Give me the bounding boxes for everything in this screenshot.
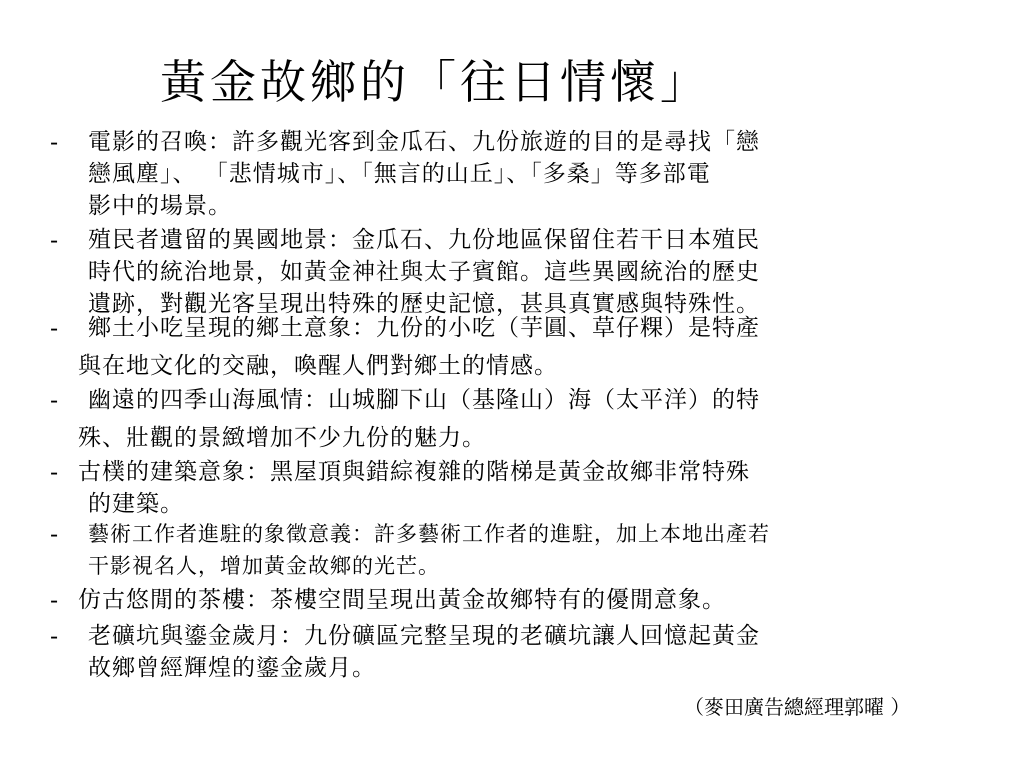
bullet-text — [50, 584, 980, 616]
bullet-marker: - — [50, 622, 59, 650]
bullet-text — [50, 224, 980, 320]
bullet-marker: - — [50, 386, 59, 414]
bullet-item-artists — [50, 518, 980, 582]
bullet-line: 藝術工作者進駐的象徵意義：許多藝術工作者的進駐，加上本地出產若 — [88, 522, 770, 546]
bullet-line: 的建築。 — [88, 491, 184, 517]
bullet-text — [50, 384, 980, 454]
bullet-marker: - — [50, 226, 59, 254]
bullet-item-movie-appeal — [50, 126, 980, 222]
bullet-line: 與在地文化的交融，喚醒人們對鄉土的情感。 — [78, 353, 558, 379]
bullet-marker: - — [50, 458, 59, 486]
bullet-text — [50, 456, 980, 520]
bullet-text — [50, 620, 980, 684]
slide-title: 黃金故鄉的「往日情懷」 — [160, 55, 710, 109]
bullet-line: 時代的統治地景，如黃金神社與太子賓館。這些異國統治的歷史 — [88, 259, 760, 285]
bullet-line: 戀風塵」、 「悲情城市」、「無言的山丘」、「多桑」等多部電 — [88, 161, 711, 187]
bullet-marker: - — [50, 128, 59, 156]
bullet-line: 老礦坑與鎏金歲月：九份礦區完整呈現的老礦坑讓人回憶起黃金 — [88, 623, 760, 649]
bullet-line: 仿古悠閒的茶樓：茶樓空間呈現出黃金故鄉特有的優閒意象。 — [78, 587, 726, 613]
bullet-item-teahouse — [50, 584, 980, 616]
bullet-item-colonial-landscape — [50, 224, 980, 320]
bullet-text — [50, 126, 980, 222]
bullet-line: 電影的召喚：許多觀光客到金瓜石、九份旅遊的目的是尋找「戀 — [88, 129, 760, 155]
bullet-line: 故鄉曾經輝煌的鎏金歲月。 — [88, 655, 376, 681]
bullet-line: 遺跡，對觀光客呈現出特殊的歷史記憶，甚具真實感與特殊性。 — [88, 291, 760, 317]
bullet-line: 幽遠的四季山海風情：山城腳下山（基隆山）海（太平洋）的特 — [88, 387, 760, 413]
bullet-line: 鄉土小吃呈現的鄉土意象：九份的小吃（芋圓、草仔粿）是特產 — [88, 315, 760, 341]
bullet-text — [50, 312, 980, 382]
bullet-line: 影中的場景。 — [88, 193, 232, 219]
bullet-item-local-snacks — [50, 312, 980, 382]
bullet-text — [50, 518, 980, 582]
bullet-line: 古樸的建築意象：黑屋頂與錯綜複雜的階梯是黃金故鄉非常特殊 — [78, 459, 750, 485]
bullet-item-old-mines — [50, 620, 980, 684]
bullet-item-architecture — [50, 456, 980, 520]
bullet-line: 殊、壯觀的景緻增加不少九份的魅力。 — [78, 425, 486, 451]
bullet-item-scenery — [50, 384, 980, 454]
bullet-line: 干影視名人，增加黃金故鄉的光芒。 — [88, 554, 440, 578]
bullet-marker: - — [50, 586, 59, 614]
bullet-marker: - — [50, 314, 59, 342]
bullet-marker: - — [50, 520, 59, 548]
source-credit: （麥田廣告總經理郭曜 ） — [684, 695, 911, 719]
bullet-line: 殖民者遺留的異國地景：金瓜石、九份地區保留住若干日本殖民 — [88, 227, 760, 253]
